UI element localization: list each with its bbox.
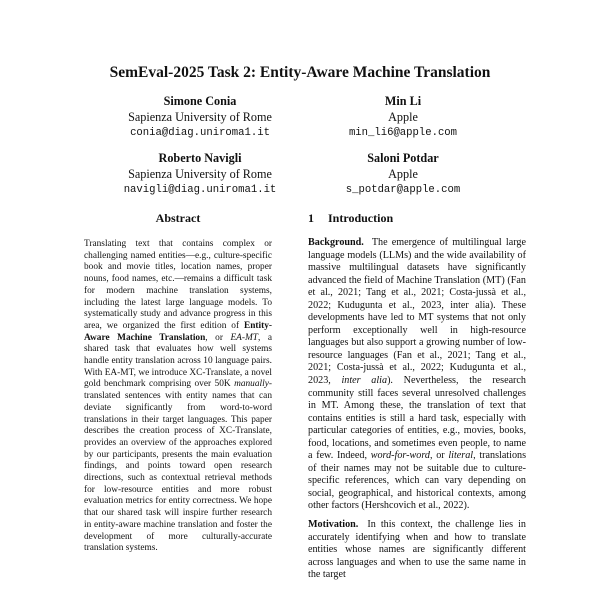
paragraph-text: The emergence of multilingual large language models (LLMs) and the wide availability of massive multilingual datasets have significantly advanced the field of Machine Translation (MT) (Fan et al., 2021; Tang et al., 2021; Costa-jussà et al., 2022; Kudugunta et al., 2023, inter alia). These developments have led to MT systems that not only perform exceptionally well in high-resource languages but also support a growing number of low-resource languages (Fan et al., 2021; Tang et al., 2021; Costa-jussà et al., 2022; Kudugunta et al., 2023, xyxy=(308,237,526,387)
paragraph-text: , or xyxy=(429,450,449,462)
paragraph-text: In this context, the challenge lies in accurately identifying when and how to translate entities whose names are significantly different across languages and when to use the same name in the target xyxy=(308,519,526,581)
paragraph-runin-heading: Motivation. xyxy=(308,519,359,531)
author-name: Roberto Navigli xyxy=(158,151,242,165)
section-heading xyxy=(308,211,526,226)
author-affiliation: Sapienza University of Rome xyxy=(128,110,272,124)
author-block xyxy=(283,93,523,141)
abstract-heading: Abstract xyxy=(155,211,201,225)
italic-term: inter alia xyxy=(341,375,388,387)
abstract-text-part: -translated sentences with entity names that can deviate significantly from word-to-word translations in their target languages. This paper describes the creation process of XC-Translate, provides an overview of the approaches explored by our participants, presents the main evaluation findings, and points toward open research directions, such as contextual retrieval methods for low-resource entities and more robust evaluation metrics for entity correctness. We hope that our shared task will inspire further research in entity-aware machine translation and foster the development of more culturally-accurate translation systems. xyxy=(84,379,272,554)
paragraph-text: ). Nevertheless, the research community still faces several unresolved challenges in MT. Among these, the translation of text that contains entities is still a hard task, especially with particular categories of entities, e.g., movies, books, food, locations, and sometimes even people, to name a few. Indeed, xyxy=(308,375,526,462)
motivation-paragraph xyxy=(308,519,526,582)
paragraph-text: , translations of their names may not be suitable due to culture-specific references, which can vary depending on social, geographical, and historical contexts, among other factors (Hershcovich et al., 2022). xyxy=(308,450,527,512)
abstract-text xyxy=(84,239,272,555)
abstract-text-part: , or xyxy=(205,332,231,343)
author-email: s_potdar@apple.com xyxy=(345,184,461,196)
author-name: Min Li xyxy=(384,94,422,108)
author-email: navigli@diag.uniroma1.it xyxy=(123,184,277,196)
author-affiliation: Sapienza University of Rome xyxy=(128,167,272,181)
section-number: 1 xyxy=(308,211,314,225)
abstract-text-part: , a shared task that evaluates how well systems handle entity translation across 10 language pairs. With EA-MT, we introduce XC-Translate, a novel gold benchmark comprising over 50K xyxy=(84,332,272,390)
author-email: min_li6@apple.com xyxy=(348,127,458,139)
abstract-text-part: Translating text that contains complex or challenging named entities—e.g., culture-specific book and movie titles, location names, proper nouns, food names, etc.—remains a difficult task for modern machine translation systems, including the latest large language models. To systematically study and advance progress in this area, we organized the first edition of xyxy=(84,239,272,331)
right-column xyxy=(308,211,526,582)
author-email: conia@diag.uniroma1.it xyxy=(130,127,270,139)
author-name: Simone Conia xyxy=(163,94,237,108)
author-affiliation: Apple xyxy=(388,167,418,181)
author-name: Saloni Potdar xyxy=(367,151,439,165)
italic-term: literal xyxy=(448,450,474,462)
abstract-italic-term: EA-MT xyxy=(230,332,258,343)
author-block xyxy=(283,150,523,198)
abstract-bold-term: Entity-Aware Machine Translation xyxy=(84,320,272,343)
left-column xyxy=(84,211,272,555)
italic-term: word-for-word xyxy=(370,450,430,462)
background-paragraph xyxy=(308,237,526,513)
author-affiliation: Apple xyxy=(388,110,418,124)
paper-title: SemEval-2025 Task 2: Entity-Aware Machine Translation xyxy=(109,64,491,81)
paragraph-runin-heading: Background. xyxy=(308,237,364,248)
abstract-italic-term: manually xyxy=(234,379,269,390)
section-title: Introduction xyxy=(328,211,394,225)
